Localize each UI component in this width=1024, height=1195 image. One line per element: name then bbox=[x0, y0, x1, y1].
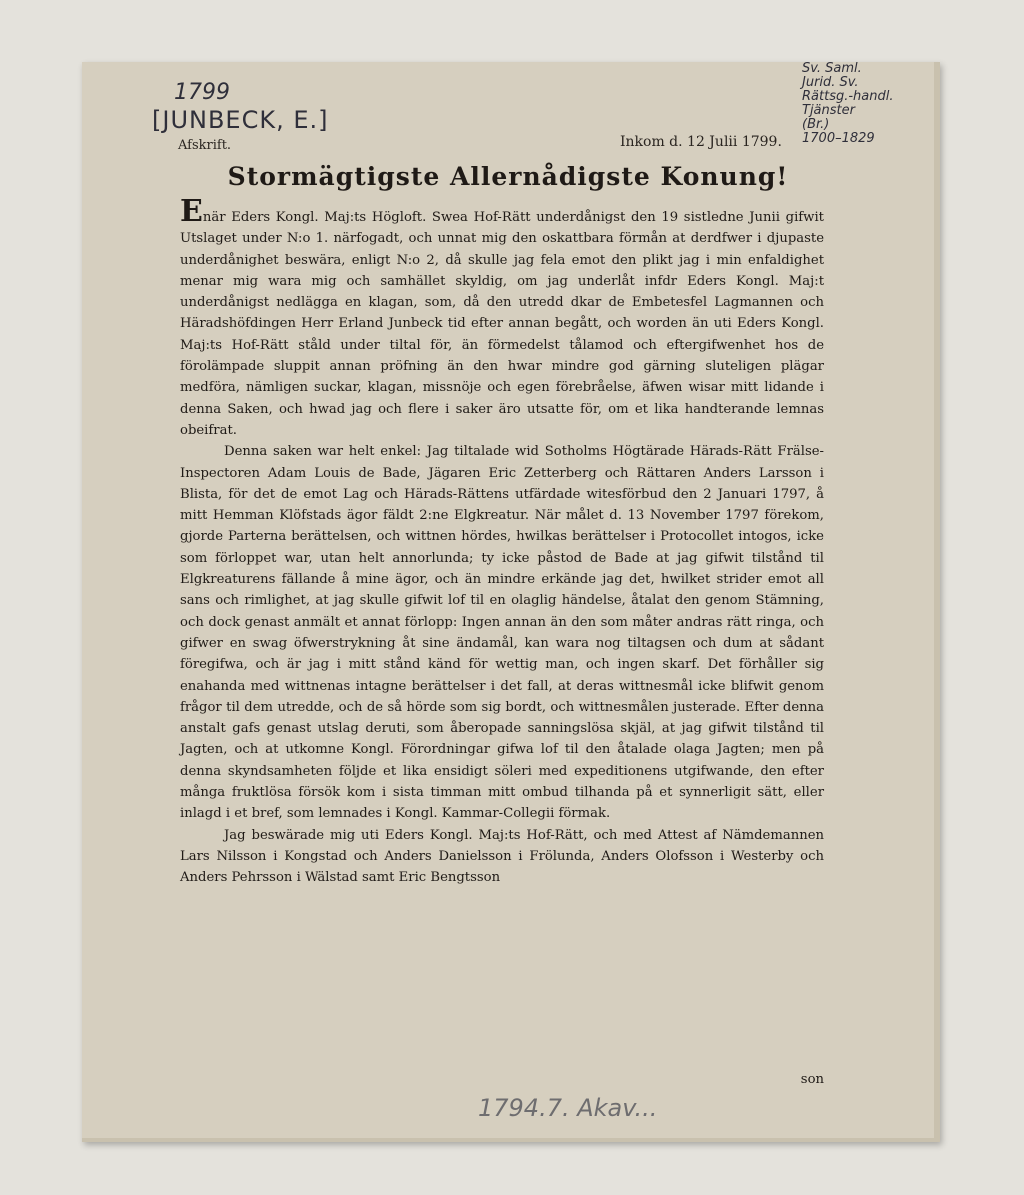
paragraph-3: Jag beswärade mig uti Eders Kongl. Maj:ts Hof-Rätt, och med Attest af Nämdemannen Lars Nilsson i Kongstad och Anders Danielsson i Frölunda, Anders Olofsson i Westerby och Anders Pehrsson i Wälstad samt Eric Bengtsson bbox=[180, 827, 824, 886]
classification-line: Rättsg.-handl. bbox=[802, 89, 894, 104]
document-page bbox=[82, 62, 940, 1142]
handwritten-classification bbox=[802, 62, 932, 146]
classification-line: Tjänster bbox=[802, 103, 855, 118]
classification-line: Sv. Saml. bbox=[802, 61, 862, 76]
handwritten-bottom-note: 1794.7. Akav... bbox=[478, 1094, 658, 1122]
catchword: son bbox=[800, 1072, 824, 1087]
document-title: Stormägtigste Allernådigste Konung! bbox=[227, 162, 789, 191]
classification-line: 1700–1829 bbox=[802, 131, 875, 146]
handwritten-name: [JUNBECK, E.] bbox=[152, 106, 329, 134]
paragraph-2: Denna saken war helt enkel: Jag tiltalade wid Sotholms Högtärade Härads-Rätt Frälse-Inspectoren Adam Louis de Bade, Jägaren Eric Zetterberg och Rättaren Anders Larsson i Blista, för det de emot Lag och Härads-Rättens utfärdade witesförbud den 2 Januari 1797, å mitt Hemman Klöfstads ägor fäldt 2:ne Elgkreatur. När målet d. 13 November 1797 förekom, gjorde Parterna berättelsen, och wittnen hördes, hwilkas berättelser i Protocollet intogos, icke som förloppet war, utan helt annorlunda; ty icke påstod de Bade at jag gifwit tilstånd til Elgkreaturens fällande å mine ägor, och än mindre erkände jag det, hwilket strider emot all sans och rimlighet, at jag skulle gifwit lof til en olaglig händelse, åtalat den genom Stämning, och dock genast anmält et annat förlopp: Ingen annan än den som måter andras rätt ringa, och gifwer en swag öfwerstrykning åt sine ändamål, kan wara nog tiltagsen och dum at sådant föregifwa, och är jag i mitt stånd känd för wettig man, och ingen skarf. Det förhåller sig enahanda med wittnenas intagne berättelser i det fall, at deras wittnesmål icke blifwit genom frågor til dem utredde, och de så hörde som sig bordt, och wittnesmålen justerade. Efter denna anstalt gafs genast utslag deruti, som åberopade sanningslösa skjäl, at jag gifwit tilstånd til Jagten, och at utkomne Kongl. Förordningar gifwa lof til den åtalade olaga Jagten; men på denna skyndsamheten följde et lika ensidigt söleri med expeditionens utgifwande, den efter många fruktlösa försök kom i sista timman mitt ombud tilhanda på et synnerligit sätt, eller inlagd i et bref, som lemnades i Kongl. Kammar-Collegii förmak. bbox=[180, 444, 824, 822]
document-body bbox=[180, 194, 824, 889]
handwritten-year: 1799 bbox=[174, 80, 230, 105]
paragraph-1 bbox=[180, 194, 824, 441]
drop-cap: E bbox=[180, 194, 203, 229]
paragraph-1-text: när Eders Kongl. Maj:ts Högloft. Swea Hof-Rätt underdånigst den 19 sistledne Junii gifwit Utslaget under N:o 1. närfogadt, och unnat mig den oskattbara förmån at derdfwer i djupaste underdånighet beswära, enligt N:o 2, då skulle jag fela emot den plikt jag i min enfaldighet menar mig wara mig och samhället skyldig, om jag underlåt infdr Eders Kongl. Maj:t underdånigst nedlägga en klagan, som, då den utredd dkar de Embetesfel Lagmannen och Häradshöfdingen Herr Erland Junbeck tid efter annan begått, och worden än uti Eders Kongl. Maj:ts Hof-Rätt ståld under tiltal för, än förmedelst tålamod och eftergifwenhet hos de förolämpade sluppit annan pröfning än den hwar mindre god gärning sluteligen plägar medföra, nämligen suckar, klagan, missnöje och egen förebråelse, äfwen wisar mitt lidande i denna Saken, och hwad jag och flere i saker äro utsatte för, om et lika handterande lemnas obeifrat. bbox=[180, 210, 824, 438]
classification-line: Jurid. Sv. bbox=[802, 75, 859, 90]
received-date: Inkom d. 12 Julii 1799. bbox=[620, 134, 782, 150]
classification-line: (Br.) bbox=[802, 117, 830, 132]
afskrift-label: Afskrift. bbox=[178, 138, 232, 153]
